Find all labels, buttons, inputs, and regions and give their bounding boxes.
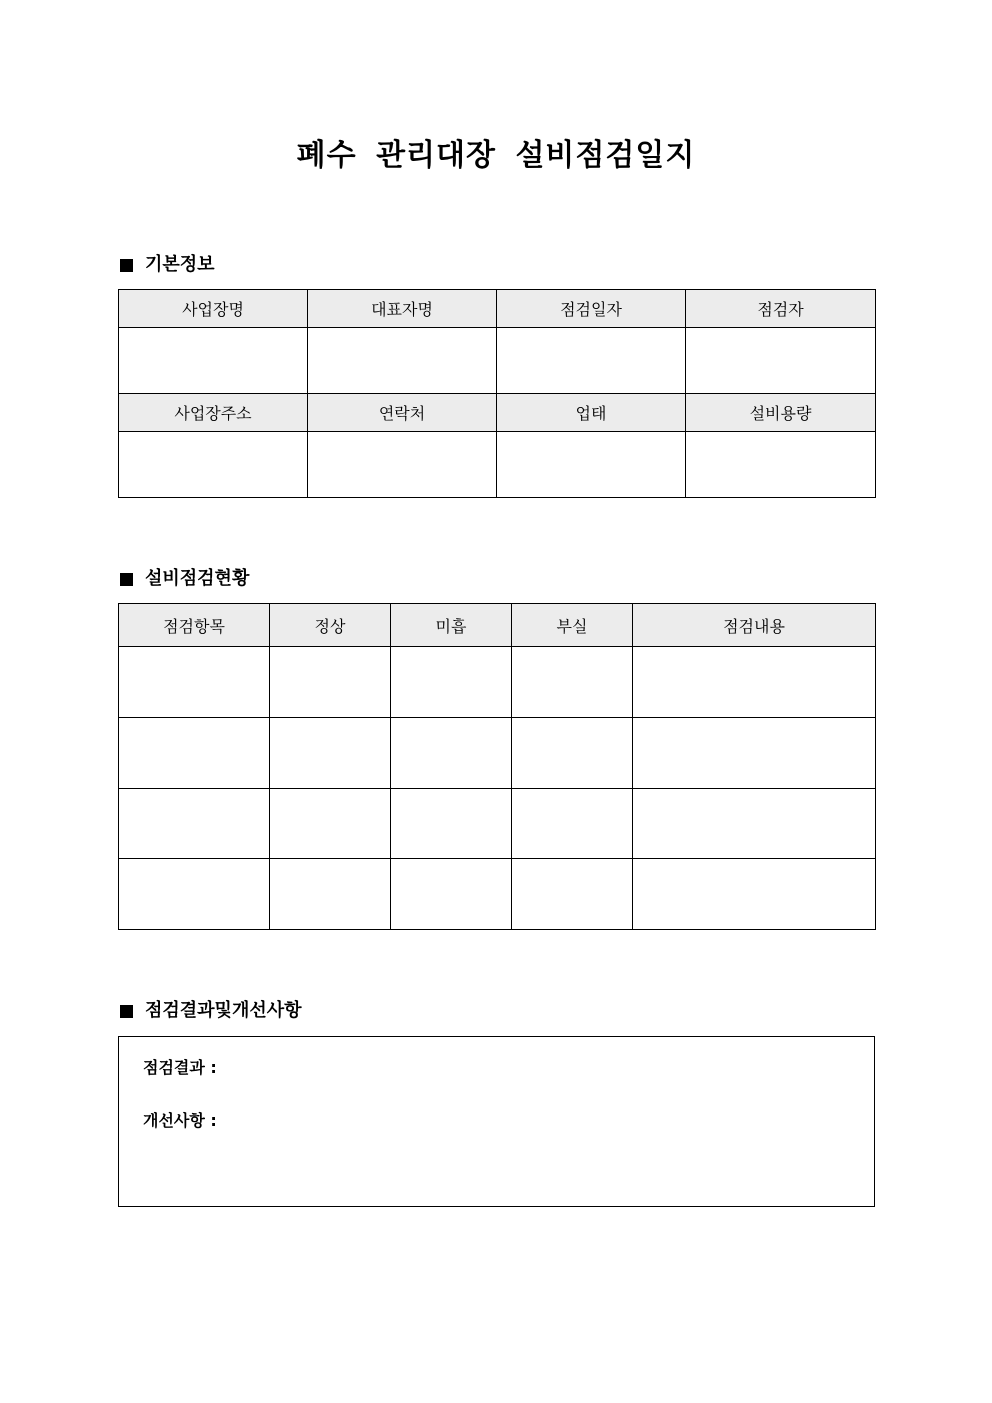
input-cell[interactable] <box>119 432 308 498</box>
page-title: 폐수 관리대장 설비점검일지 <box>296 138 696 173</box>
input-cell[interactable] <box>119 789 270 859</box>
table-row <box>119 859 876 930</box>
table-header-row <box>119 604 876 647</box>
table-header-row <box>119 290 876 328</box>
input-cell[interactable] <box>391 647 512 718</box>
input-cell[interactable] <box>119 859 270 930</box>
table-row <box>119 328 876 394</box>
table-row <box>119 789 876 859</box>
input-cell[interactable] <box>633 789 876 859</box>
square-bullet-icon <box>120 573 133 586</box>
results-box[interactable] <box>118 1036 875 1207</box>
table-row <box>119 432 876 498</box>
inspection-table <box>118 603 876 930</box>
section-heading-basic-info <box>120 253 215 277</box>
input-cell[interactable] <box>270 789 391 859</box>
input-cell[interactable] <box>391 859 512 930</box>
header-cell: 사업장명 <box>119 290 308 328</box>
header-cell: 점검일자 <box>497 290 686 328</box>
header-cell: 점검내용 <box>633 604 876 647</box>
inspection-result-label: 점검결과 : <box>143 1058 217 1077</box>
header-cell: 점검자 <box>686 290 876 328</box>
header-cell: 연락처 <box>308 394 497 432</box>
input-cell[interactable] <box>391 789 512 859</box>
section-heading-results <box>120 999 302 1023</box>
improvement-label: 개선사항 : <box>143 1111 217 1130</box>
input-cell[interactable] <box>119 647 270 718</box>
input-cell[interactable] <box>512 718 633 789</box>
input-cell[interactable] <box>270 647 391 718</box>
header-cell: 점검항목 <box>119 604 270 647</box>
input-cell[interactable] <box>512 859 633 930</box>
input-cell[interactable] <box>633 718 876 789</box>
input-cell[interactable] <box>119 328 308 394</box>
section-heading-inspection <box>120 567 249 591</box>
input-cell[interactable] <box>512 789 633 859</box>
header-cell: 미흡 <box>391 604 512 647</box>
input-cell[interactable] <box>497 328 686 394</box>
input-cell[interactable] <box>270 718 391 789</box>
input-cell[interactable] <box>512 647 633 718</box>
input-cell[interactable] <box>497 432 686 498</box>
input-cell[interactable] <box>270 859 391 930</box>
section-heading-label: 설비점검현황 <box>145 568 250 589</box>
header-cell: 업태 <box>497 394 686 432</box>
header-cell: 정상 <box>270 604 391 647</box>
table-header-row <box>119 394 876 432</box>
square-bullet-icon <box>120 1005 133 1018</box>
input-cell[interactable] <box>633 647 876 718</box>
input-cell[interactable] <box>633 859 876 930</box>
section-heading-label: 점검결과및개선사항 <box>145 1000 302 1021</box>
table-row <box>119 647 876 718</box>
input-cell[interactable] <box>391 718 512 789</box>
input-cell[interactable] <box>119 718 270 789</box>
input-cell[interactable] <box>686 328 876 394</box>
header-cell: 부실 <box>512 604 633 647</box>
input-cell[interactable] <box>308 432 497 498</box>
header-cell: 대표자명 <box>308 290 497 328</box>
square-bullet-icon <box>120 259 133 272</box>
section-heading-label: 기본정보 <box>145 254 215 275</box>
input-cell[interactable] <box>308 328 497 394</box>
input-cell[interactable] <box>686 432 876 498</box>
table-row <box>119 718 876 789</box>
header-cell: 사업장주소 <box>119 394 308 432</box>
header-cell: 설비용량 <box>686 394 876 432</box>
basic-info-table <box>118 289 876 498</box>
